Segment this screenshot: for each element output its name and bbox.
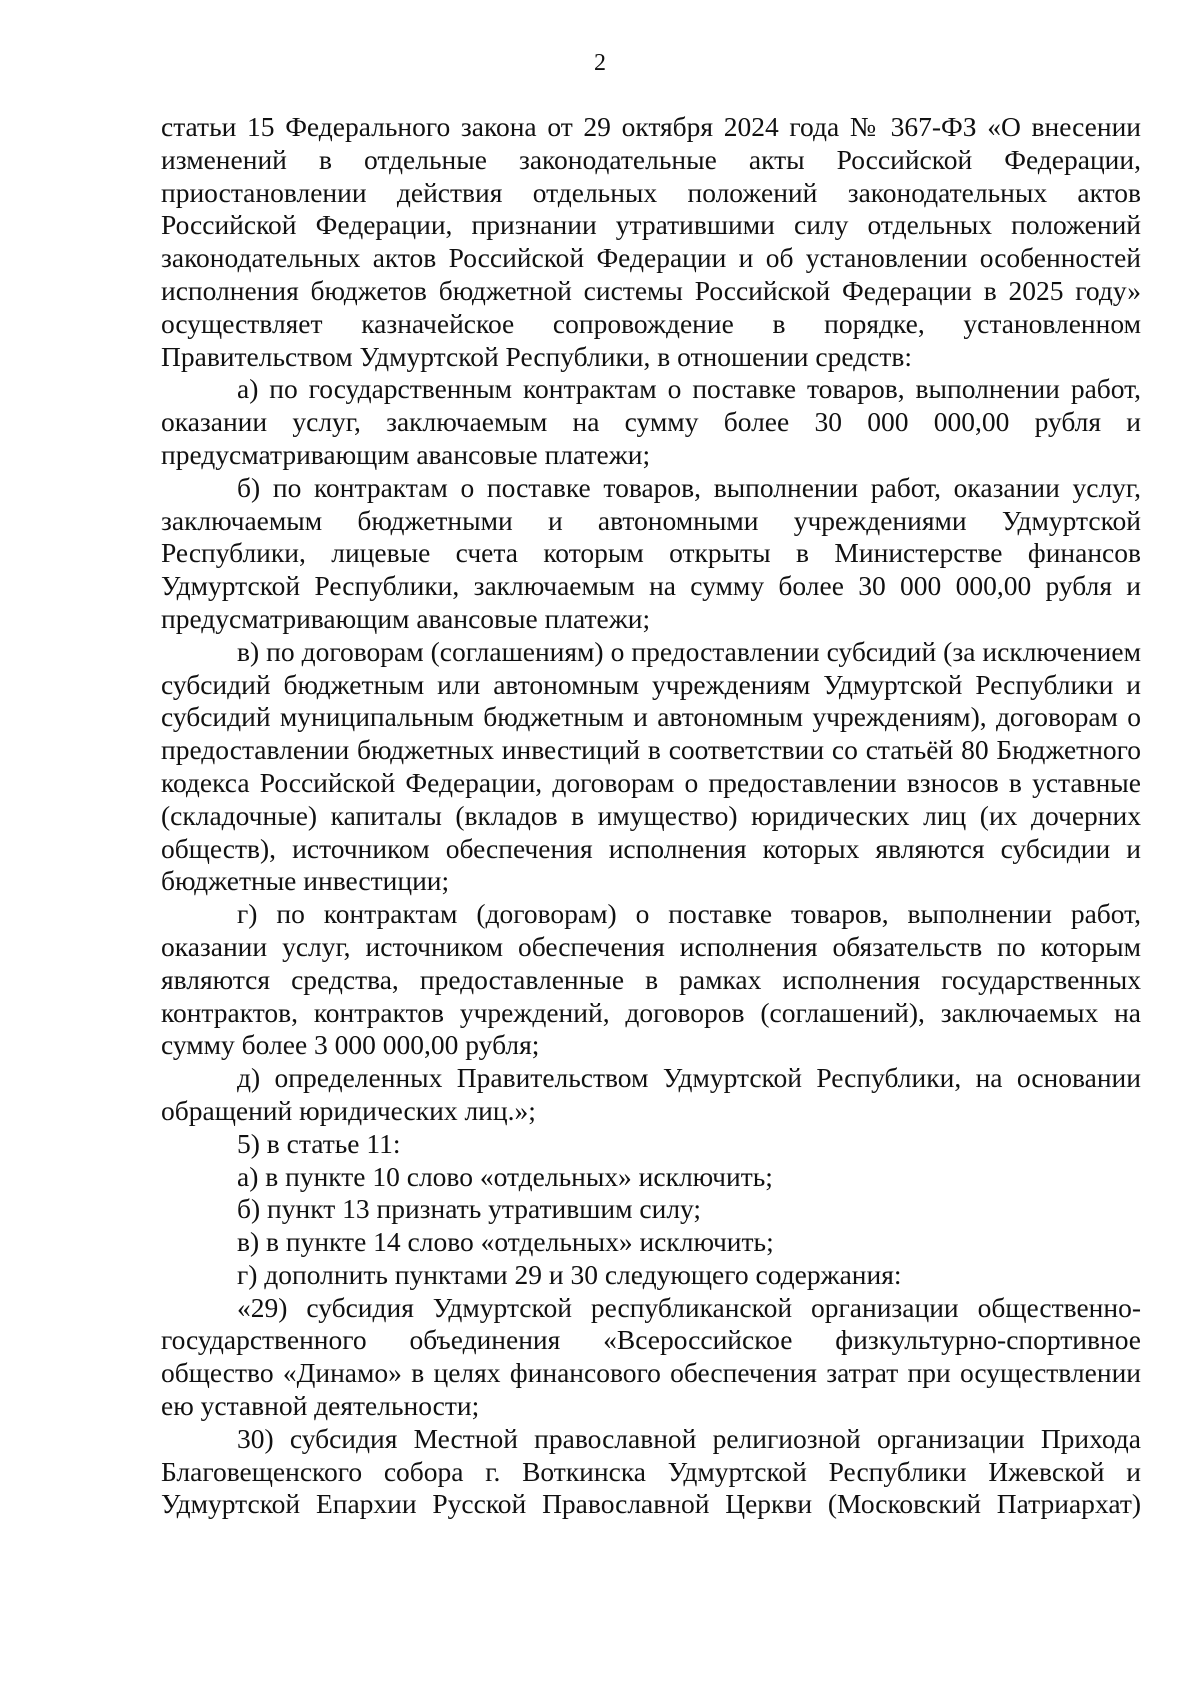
- paragraph-article-15-intro: статьи 15 Федерального закона от 29 октября 2024 года № 367-ФЗ «О внесении изменений в отдельные законодательные акты Российской Федерации, приостановлении действия отдельных положений законодательных актов Российской Федерации, признании утратившими силу отдельных положений законодательных актов Российской Федерации и об установлении особенностей исполнения бюджетов бюджетной системы Российской Федерации в 2025 году» осуществляет казначейское сопровождение в порядке, установленном Правительством Удмуртской Республики, в отношении средств:: [161, 111, 1141, 372]
- paragraph-article-11-heading: 5) в статье 11:: [237, 1127, 401, 1159]
- page-number: 2: [594, 50, 606, 76]
- paragraph-article-11-item-g: г) дополнить пунктами 29 и 30 следующего содержания:: [237, 1258, 902, 1290]
- document-body: [161, 111, 1141, 1521]
- paragraph-point-30-church-subsidy: 30) субсидия Местной православной религиозной организации Прихода Благовещенского собора г. Воткинска Удмуртской Республики Ижевской и Удмуртской Епархии Русской Православной Церкви (Московский Патриархат): [161, 1422, 1141, 1520]
- paragraph-point-29-dynamo-subsidy: «29) субсидия Удмуртской республиканской организации общественно-государственного объединения «Всероссийское физкультурно-спортивное общество «Динамо» в целях финансового обеспечения затрат при осуществлении ею уставной деятельности;: [161, 1291, 1141, 1422]
- paragraph-item-d-government-determined: д) определенных Правительством Удмуртской Республики, на основании обращений юридических лиц.»;: [161, 1062, 1141, 1126]
- paragraph-article-11-item-b: б) пункт 13 признать утратившим силу;: [237, 1193, 702, 1225]
- paragraph-item-a-state-contracts: а) по государственным контрактам о поставке товаров, выполнении работ, оказании услуг, заключаемым на сумму более 30 000 000,00 рубля и предусматривающим авансовые платежи;: [161, 373, 1141, 470]
- paragraph-item-g-subcontracts: г) по контрактам (договорам) о поставке товаров, выполнении работ, оказании услуг, источником обеспечения исполнения обязательств по которым являются средства, предоставленные в рамках исполнения государственных контрактов, контрактов учреждений, договоров (соглашений), заключаемых на сумму более 3 000 000,00 рубля;: [161, 898, 1141, 1061]
- paragraph-article-11-item-v: в) в пункте 14 слово «отдельных» исключить;: [237, 1226, 774, 1258]
- paragraph-item-v-subsidy-agreements: в) по договорам (соглашениям) о предоставлении субсидий (за исключением субсидий бюджетным или автономным учреждениям Удмуртской Республики и субсидий муниципальным бюджетным и автономным учреждениям), договорам о предоставлении бюджетных инвестиций в соответствии со статьёй 80 Бюджетного кодекса Российской Федерации, договорам о предоставлении взносов в уставные (складочные) капиталы (вкладов в имущество) юридических лиц (их дочерних обществ), источником обеспечения исполнения которых являются субсидии и бюджетные инвестиции;: [161, 635, 1141, 897]
- paragraph-article-11-item-a: а) в пункте 10 слово «отдельных» исключить;: [237, 1160, 773, 1192]
- paragraph-item-b-institution-contracts: б) по контрактам о поставке товаров, выполнении работ, оказании услуг, заключаемым бюджетными и автономными учреждениями Удмуртской Республики, лицевые счета которым открыты в Министерстве финансов Удмуртской Республики, заключаемым на сумму более 30 000 000,00 рубля и предусматривающим авансовые платежи;: [161, 471, 1141, 634]
